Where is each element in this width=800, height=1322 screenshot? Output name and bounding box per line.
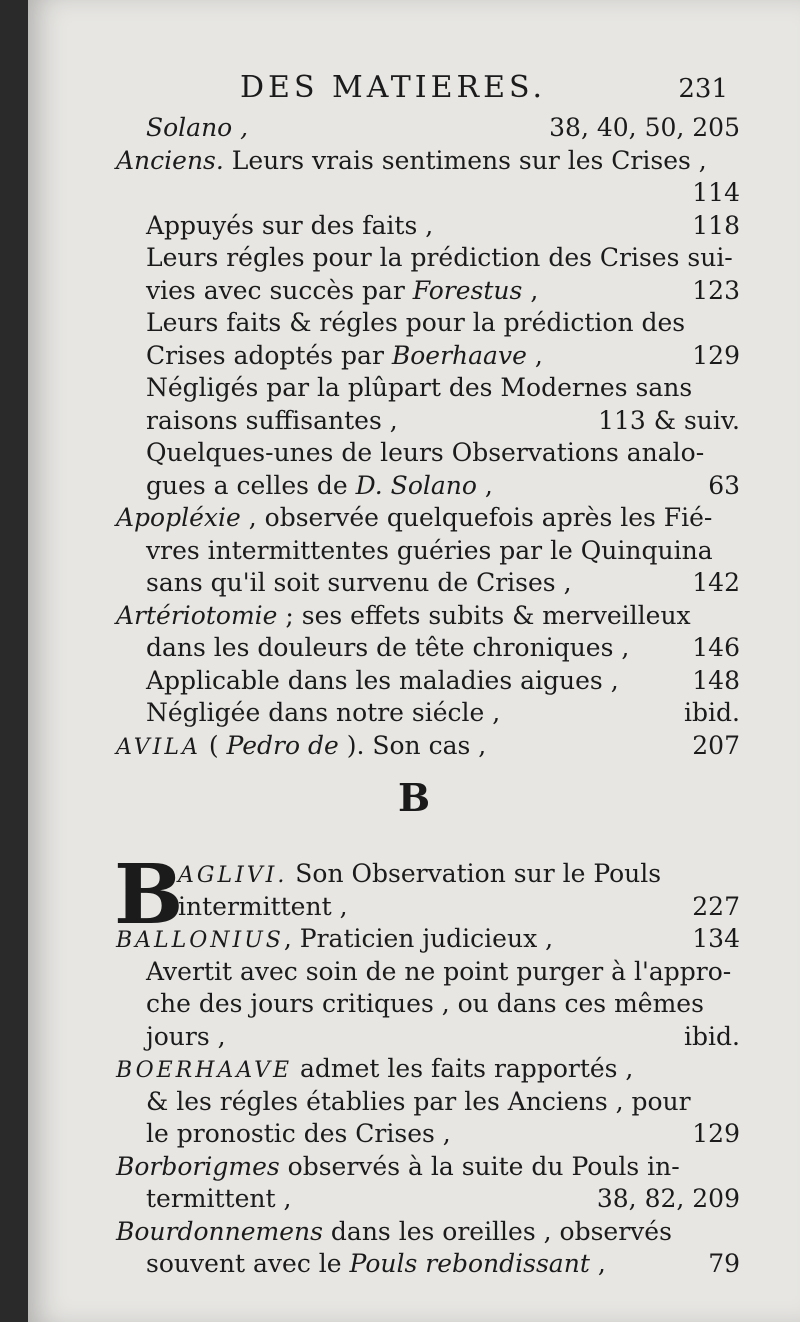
entry-segment: Quelques-unes de leurs Observations analo- (146, 438, 705, 467)
entry-segment: , Praticien judicieux , (283, 924, 554, 953)
entry-text (146, 340, 543, 373)
index-line (28, 1021, 800, 1054)
index-line (28, 697, 800, 730)
entry-segment: dans les douleurs de tête chroniques , (146, 633, 630, 662)
index-line (28, 956, 800, 989)
entry-segment: Appuyés sur des faits , (146, 210, 434, 240)
entry-text (116, 923, 553, 958)
page-reference: 38, 82, 209 (596, 1184, 740, 1213)
entry-segment: ( (200, 730, 227, 760)
entry-text (146, 956, 731, 989)
index-line (28, 600, 800, 633)
entry-text (146, 1086, 691, 1119)
entry-segment: Leurs régles pour la prédiction des Crises sui- (146, 243, 733, 272)
page-reference: 129 (692, 340, 740, 370)
index-line (28, 1183, 800, 1216)
index-line (28, 1151, 800, 1184)
entry-keyword: Boerhaave (391, 340, 527, 370)
index-section-a (28, 112, 800, 762)
entry-segment: Crises adoptés par (146, 340, 392, 370)
section-letter: B (397, 775, 431, 820)
drop-cap: B (114, 847, 184, 943)
index-line (28, 145, 800, 178)
entry-segment: & les régles établies par les Anciens , pour (146, 1086, 691, 1116)
entry-segment: termittent , (146, 1184, 292, 1213)
index-line (28, 923, 800, 956)
page-reference: ibid. (684, 698, 740, 727)
entry-keyword: AVILA (116, 734, 201, 760)
entry-segment: raisons suffisantes , (146, 405, 398, 435)
entry-segment: , (476, 470, 493, 500)
entry-text (146, 437, 704, 470)
index-line (28, 1086, 800, 1119)
entry-text (116, 600, 691, 633)
index-line (28, 405, 800, 438)
entry-keyword: Bourdonnemens (116, 1216, 323, 1246)
page-reference: 134 (692, 924, 740, 953)
entry-text (146, 988, 704, 1021)
entry-segment: sans qu'il soit survenu de Crises , (146, 568, 572, 597)
entry-segment: le pronostic des Crises , (146, 1119, 451, 1148)
header-title: DES MATIERES. (240, 70, 547, 105)
entry-text (146, 1248, 606, 1281)
entry-keyword: BALLONIUS (116, 928, 284, 953)
index-line (28, 730, 800, 763)
entry-text (146, 210, 433, 243)
entry-text (178, 858, 661, 893)
index-line (28, 242, 800, 275)
entry-text (116, 1053, 633, 1088)
entry-keyword: Artériotomie (116, 600, 278, 630)
entry-segment: jours , (146, 1021, 226, 1051)
index-line (28, 858, 800, 891)
page-reference: 148 (692, 665, 740, 695)
index-line (28, 210, 800, 243)
entry-text (116, 730, 486, 765)
entry-segment: Leurs faits & régles pour la prédiction des (146, 308, 686, 337)
entry-keyword: Forestus (412, 275, 523, 305)
entry-segment: intermittent , (178, 891, 348, 921)
index-line (28, 340, 800, 373)
page-reference: 142 (692, 568, 740, 597)
page-reference: 123 (692, 275, 740, 305)
index-line (28, 470, 800, 503)
entry-segment: gues a celles de (146, 470, 356, 500)
entry-keyword: AGLIVI. (178, 863, 288, 888)
entry-text (116, 145, 707, 178)
entry-text (146, 1183, 291, 1216)
entry-text (146, 535, 713, 568)
index-line (28, 177, 800, 210)
entry-text (146, 275, 538, 308)
entry-segment: ). Son cas , (338, 730, 487, 760)
entry-text (146, 307, 685, 340)
entry-keyword: D. Solano (355, 470, 477, 500)
entry-segment: Négligés par la plûpart des Modernes sans (146, 373, 693, 402)
page-reference: 79 (708, 1249, 740, 1278)
page-reference: 146 (692, 633, 740, 662)
entry-keyword: Pedro de (226, 730, 339, 760)
index-line (28, 307, 800, 340)
entry-segment: Applicable dans les maladies aigues , (146, 665, 619, 695)
entry-text (146, 665, 619, 698)
book-page (28, 0, 800, 1322)
running-header (28, 70, 800, 110)
page-number: 231 (678, 74, 728, 104)
entry-text (146, 372, 692, 405)
entry-text (116, 502, 712, 535)
entry-text (146, 470, 493, 503)
index-line (28, 665, 800, 698)
index-line (28, 891, 800, 924)
page-reference: 113 & suiv. (598, 405, 740, 435)
page-reference: 227 (692, 891, 740, 921)
entry-text (146, 632, 629, 665)
entry-text (146, 405, 398, 438)
entry-keyword: BOERHAAVE (116, 1058, 293, 1083)
entry-segment: , (526, 340, 543, 370)
index-line (28, 372, 800, 405)
entry-segment: che des jours critiques , ou dans ces mêmes (146, 989, 704, 1018)
entry-keyword: Anciens. (116, 145, 224, 175)
entry-segment: dans les oreilles , observés (322, 1216, 672, 1246)
index-line (28, 112, 800, 145)
entry-segment: Avertit avec soin de ne point purger à l'appro- (146, 956, 732, 986)
index-line (28, 1248, 800, 1281)
entry-keyword: Solano , (146, 113, 249, 142)
index-line (28, 1216, 800, 1249)
entry-keyword: Borborigmes (116, 1151, 280, 1181)
index-section-b (28, 847, 800, 1281)
index-line (28, 1118, 800, 1151)
entry-text (146, 242, 733, 275)
index-line (28, 1053, 800, 1086)
entry-segment: vres intermittentes guéries par le Quinquina (146, 535, 713, 565)
page-reference: 114 (692, 178, 740, 207)
page-reference: 207 (692, 730, 740, 760)
entry-segment: admet les faits rapportés , (292, 1054, 634, 1083)
entry-segment: Leurs vrais sentimens sur les Crises , (223, 145, 707, 175)
entry-text (146, 697, 500, 730)
index-line (28, 567, 800, 600)
entry-text (116, 1216, 672, 1249)
entry-keyword: Pouls rebondissant (349, 1249, 590, 1278)
entry-segment: , (522, 275, 539, 305)
entry-text (146, 1021, 226, 1054)
entry-text (178, 891, 348, 924)
index-line (28, 988, 800, 1021)
entry-text (146, 1118, 451, 1151)
index-line (28, 632, 800, 665)
index-line (28, 437, 800, 470)
entry-segment: observés à la suite du Pouls in- (279, 1151, 680, 1181)
entry-text (146, 567, 572, 600)
entry-segment: , observée quelquefois après les Fié- (240, 503, 713, 532)
entry-text (146, 112, 248, 145)
index-line (28, 502, 800, 535)
index-line (28, 535, 800, 568)
page-reference: 38, 40, 50, 205 (549, 113, 740, 142)
entry-segment: , (589, 1249, 606, 1278)
page-reference: ibid. (684, 1021, 740, 1051)
entry-segment: ; ses effets subits & merveilleux (277, 600, 691, 630)
index-line (28, 275, 800, 308)
page-reference: 63 (708, 470, 740, 500)
entry-segment: souvent avec le (146, 1249, 350, 1278)
entry-text (116, 1151, 680, 1184)
entry-keyword: Apopléxie (116, 503, 241, 532)
entry-segment: vies avec succès par (146, 275, 413, 305)
index-entries (28, 112, 800, 1281)
page-reference: 129 (692, 1119, 740, 1148)
page-reference: 118 (692, 210, 740, 240)
entry-segment: Négligée dans notre siécle , (146, 698, 501, 727)
entry-segment: Son Observation sur le Pouls (287, 859, 662, 888)
